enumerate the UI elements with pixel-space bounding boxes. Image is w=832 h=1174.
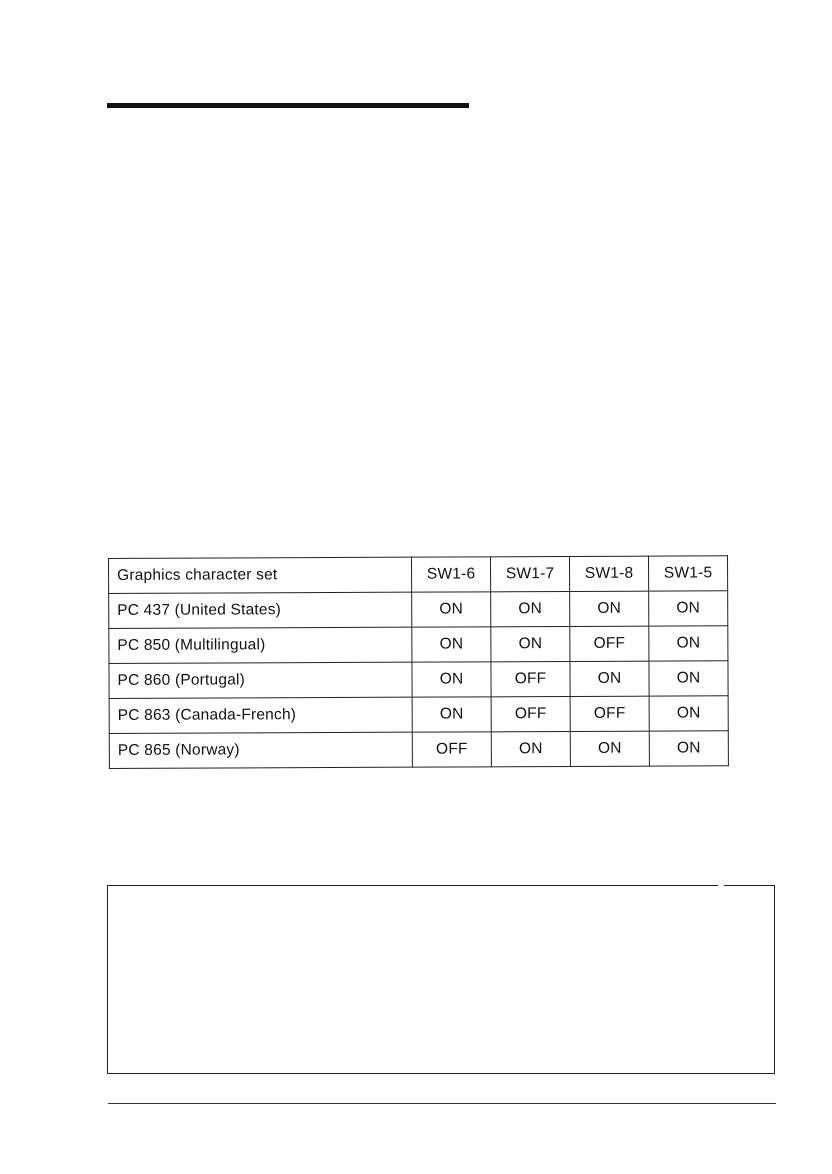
charset-name: PC 865 (Norway) <box>109 732 412 768</box>
note-box <box>107 885 775 1074</box>
table-row <box>109 696 728 734</box>
switch-value: ON <box>491 591 570 626</box>
note-box-gap <box>718 884 724 887</box>
header-charset: Graphics character set <box>109 557 412 593</box>
header-sw1-7: SW1-7 <box>490 556 569 591</box>
switch-value: ON <box>570 661 649 696</box>
switch-value: ON <box>649 626 728 661</box>
charset-name: PC 863 (Canada-French) <box>109 697 412 733</box>
switch-value: ON <box>649 731 728 766</box>
switch-value: ON <box>412 592 491 627</box>
charset-name: PC 437 (United States) <box>109 592 412 628</box>
switch-value: ON <box>649 591 728 626</box>
switch-value: ON <box>649 661 728 696</box>
switch-value: ON <box>570 731 649 766</box>
switch-value: ON <box>412 662 491 697</box>
footer-rule <box>108 1103 776 1104</box>
charset-name: PC 850 (Multilingual) <box>109 627 412 663</box>
switch-value: OFF <box>570 626 649 661</box>
switch-value: OFF <box>491 661 570 696</box>
switch-value: ON <box>491 731 570 766</box>
header-sw1-6: SW1-6 <box>411 557 490 592</box>
table-row <box>109 626 728 664</box>
switch-value: ON <box>570 591 649 626</box>
switch-value: OFF <box>412 732 491 767</box>
charset-name: PC 860 (Portugal) <box>109 662 412 698</box>
header-sw1-5: SW1-5 <box>648 556 727 591</box>
switch-value: ON <box>649 696 728 731</box>
charset-switch-table <box>108 555 729 769</box>
table-row <box>109 591 728 629</box>
switch-value: ON <box>491 626 570 661</box>
switch-value: ON <box>412 627 491 662</box>
table-row <box>109 731 728 769</box>
switch-value: ON <box>412 697 491 732</box>
switch-value: OFF <box>491 696 570 731</box>
table-row <box>109 661 728 699</box>
table-header-row <box>109 556 728 594</box>
header-rule <box>107 103 469 108</box>
header-sw1-8: SW1-8 <box>569 556 648 591</box>
charset-table-wrapper <box>108 555 729 769</box>
switch-value: OFF <box>570 696 649 731</box>
